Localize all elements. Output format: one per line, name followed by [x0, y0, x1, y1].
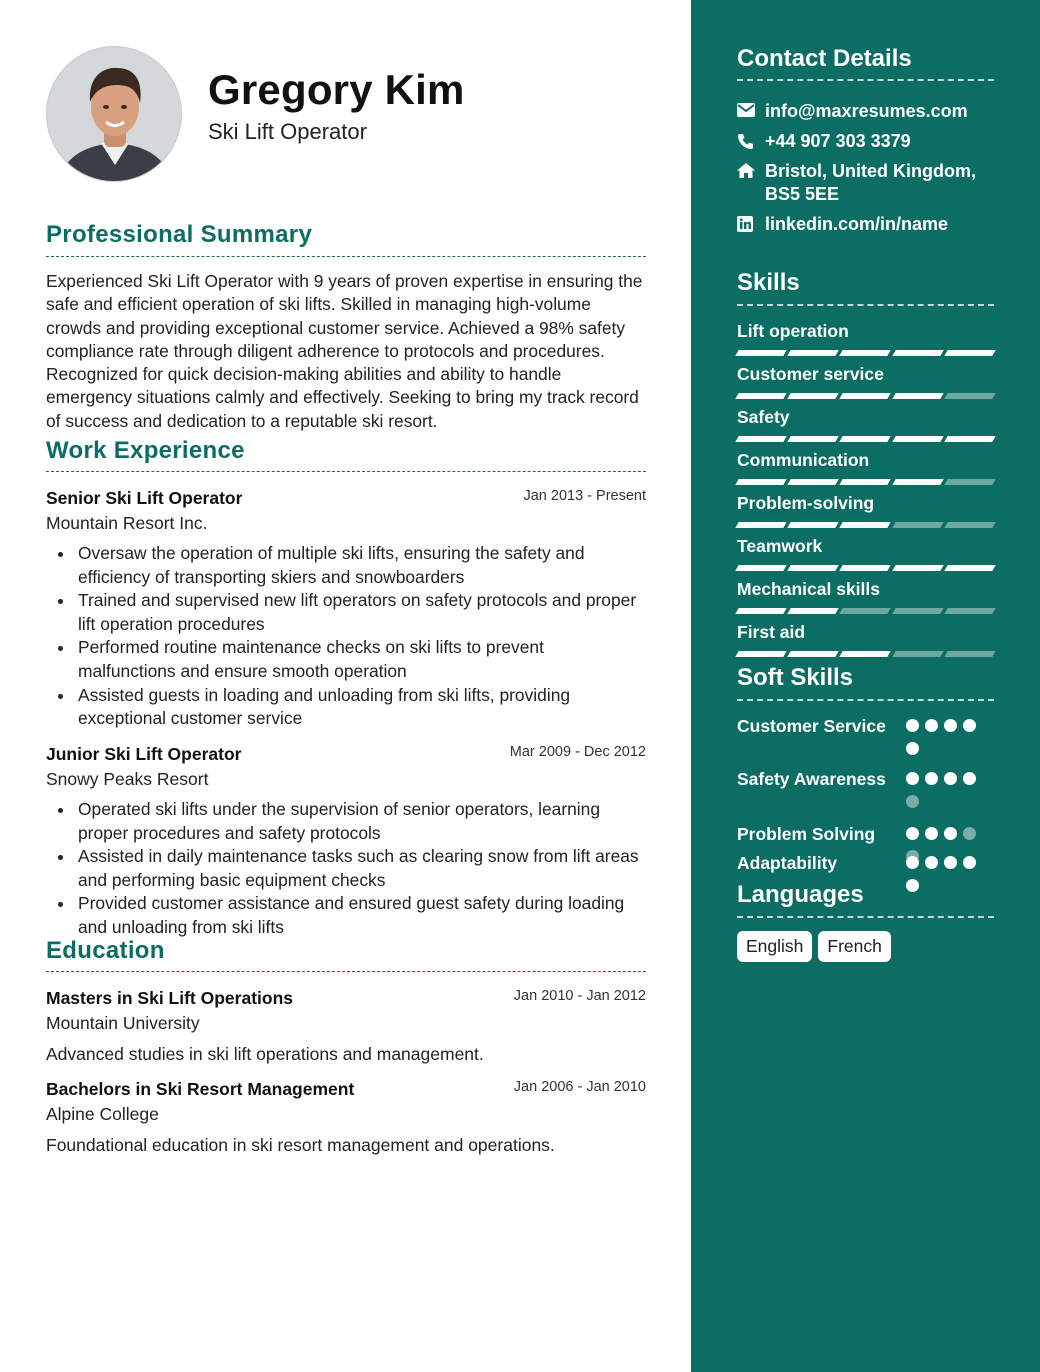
phone-icon: [737, 130, 765, 150]
skill-level-segment: [840, 522, 892, 528]
rating-dot: [963, 719, 976, 732]
soft-skill-rating: [906, 772, 981, 808]
job-bullet: Performed routine maintenance checks on ski lifts to prevent malfunctions and ensure smooth operation: [46, 636, 646, 683]
soft-skill-label: Adaptability: [737, 853, 838, 873]
rating-dot: [906, 795, 919, 808]
soft-skills-heading: Soft Skills: [737, 664, 854, 691]
soft-skill-label: Safety Awareness: [737, 769, 886, 789]
skill-label: Customer service: [737, 364, 884, 384]
soft-skill-rating: [906, 856, 981, 892]
rating-dot: [925, 827, 938, 840]
skill-label: Problem-solving: [737, 493, 875, 513]
email-text: info@maxresumes.com: [765, 101, 968, 121]
job-bullet: Assisted in daily maintenance tasks such as clearing snow from lift areas and performing basic equipment checks: [46, 845, 646, 892]
skill-level-segment: [787, 350, 839, 356]
skill-level-segment: [787, 436, 839, 442]
skill-level-segment: [944, 436, 996, 442]
job-bullet: Provided customer assistance and ensured guest safety during loading and unloading from ski lifts: [46, 892, 646, 939]
skill-level-segment: [735, 565, 787, 571]
skill-level-segment: [840, 436, 892, 442]
skill-level-segment: [892, 479, 944, 485]
skill-level-bar: [737, 522, 994, 528]
skill-level-segment: [944, 565, 996, 571]
skills-divider: [737, 304, 994, 306]
skill-level-segment: [735, 393, 787, 399]
avatar: [46, 46, 182, 182]
job-bullet: Operated ski lifts under the supervision of senior operators, learning proper procedures and safety protocols: [46, 798, 646, 845]
profile-photo: [47, 47, 182, 182]
languages-list: [737, 931, 891, 962]
skill-level-segment: [840, 350, 892, 356]
skill-level-segment: [787, 608, 839, 614]
job-date: Jan 2013 - Present: [523, 488, 646, 504]
skill-level-segment: [735, 651, 787, 657]
skill-label: Communication: [737, 450, 870, 470]
skill-level-bar: [737, 393, 994, 399]
experience-heading: Work Experience: [46, 437, 245, 464]
education-entry: [46, 1079, 646, 1156]
soft-skill-rating: [906, 719, 981, 755]
skill-level-bar: [737, 608, 994, 614]
home-icon: [737, 160, 765, 178]
contact-phone[interactable]: [737, 130, 997, 153]
rating-dot: [906, 856, 919, 869]
envelope-icon: [737, 100, 765, 117]
rating-dot: [944, 719, 957, 732]
skill-level-segment: [840, 479, 892, 485]
skill-level-segment: [892, 393, 944, 399]
skill-level-segment: [944, 479, 996, 485]
education-heading: Education: [46, 937, 165, 964]
soft-skill-label: Customer Service: [737, 716, 886, 736]
language-tag: English: [737, 931, 812, 962]
skill-level-segment: [892, 565, 944, 571]
job-title: Senior Ski Lift Operator: [46, 488, 243, 508]
job-date: Mar 2009 - Dec 2012: [509, 744, 646, 760]
skill-level-segment: [944, 651, 996, 657]
linkedin-icon: [737, 213, 765, 232]
soft-skill-label: Problem Solving: [737, 824, 876, 844]
rating-dot: [906, 742, 919, 755]
job-bullets: [46, 798, 646, 940]
skill-level-bar: [737, 479, 994, 485]
soft-skills-divider: [737, 699, 994, 701]
summary-text: Experienced Ski Lift Operator with 9 years of proven expertise in ensuring the safe and efficient operation of ski lifts. Skilled in managing high-volume crowds and providing exceptional customer service. Achieved a 98% safety compliance rate through diligent adherence to protocols and procedures. Recognized for quick decision-making abilities and ability to handle emergency situations calmly and effectively. Seeking to bring my track record of success and dedication to a reputable ski resort.: [46, 271, 643, 431]
skill-level-segment: [735, 436, 787, 442]
education-date: Jan 2006 - Jan 2010: [513, 1079, 646, 1095]
skill-level-segment: [840, 608, 892, 614]
skill-label: Safety: [737, 407, 790, 427]
job-title: Junior Ski Lift Operator: [46, 744, 242, 764]
institution: Alpine College: [46, 1104, 159, 1124]
job-entry: [46, 488, 646, 731]
education-date: Jan 2010 - Jan 2012: [513, 988, 646, 1004]
job-bullet: Oversaw the operation of multiple ski lifts, ensuring the safety and efficiency of transporting skiers and snowboarders: [46, 542, 646, 589]
skill-level-segment: [944, 522, 996, 528]
skill-level-segment: [892, 350, 944, 356]
job-bullet: Trained and supervised new lift operators on safety protocols and proper lift operation procedures: [46, 589, 646, 636]
education-description: Foundational education in ski resort management and operations.: [46, 1135, 555, 1155]
degree-title: Bachelors in Ski Resort Management: [46, 1079, 355, 1099]
education-divider: [46, 971, 646, 972]
contact-linkedin[interactable]: [737, 213, 997, 236]
languages-divider: [737, 916, 994, 918]
skill-level-segment: [787, 393, 839, 399]
rating-dot: [906, 772, 919, 785]
skill-label: First aid: [737, 622, 806, 642]
skill-level-segment: [735, 479, 787, 485]
contact-heading: Contact Details: [737, 45, 912, 72]
skills-heading: Skills: [737, 269, 800, 296]
address-text: Bristol, United Kingdom, BS5 5EE: [765, 161, 976, 204]
candidate-role: Ski Lift Operator: [208, 119, 367, 144]
skill-level-segment: [892, 608, 944, 614]
rating-dot: [906, 879, 919, 892]
skill-level-segment: [892, 522, 944, 528]
skill-level-segment: [892, 651, 944, 657]
candidate-name: Gregory Kim: [208, 66, 465, 113]
rating-dot: [906, 719, 919, 732]
institution: Mountain University: [46, 1013, 200, 1033]
education-description: Advanced studies in ski lift operations and management.: [46, 1044, 484, 1064]
rating-dot: [963, 827, 976, 840]
phone-text: +44 907 303 3379: [765, 131, 911, 151]
skill-label: Mechanical skills: [737, 579, 880, 599]
degree-title: Masters in Ski Lift Operations: [46, 988, 293, 1008]
skill-level-segment: [787, 522, 839, 528]
skill-level-segment: [840, 393, 892, 399]
rating-dot: [906, 827, 919, 840]
rating-dot: [944, 772, 957, 785]
job-bullets: [46, 542, 646, 731]
language-tag: French: [818, 931, 890, 962]
rating-dot: [963, 772, 976, 785]
skill-level-segment: [840, 651, 892, 657]
skill-level-segment: [735, 350, 787, 356]
job-company: Snowy Peaks Resort: [46, 769, 209, 789]
skill-level-segment: [840, 565, 892, 571]
experience-divider: [46, 471, 646, 472]
languages-heading: Languages: [737, 881, 864, 908]
contact-divider: [737, 79, 994, 81]
skill-level-segment: [944, 608, 996, 614]
skill-level-segment: [787, 479, 839, 485]
summary-heading: Professional Summary: [46, 221, 313, 248]
contact-address: [737, 160, 997, 206]
rating-dot: [944, 856, 957, 869]
summary-divider: [46, 256, 646, 257]
sidebar: [691, 0, 1040, 1372]
rating-dot: [944, 827, 957, 840]
skill-level-segment: [735, 522, 787, 528]
skill-level-segment: [735, 608, 787, 614]
skill-level-bar: [737, 565, 994, 571]
skill-level-bar: [737, 350, 994, 356]
job-company: Mountain Resort Inc.: [46, 513, 208, 533]
skill-level-segment: [787, 565, 839, 571]
skill-level-segment: [892, 436, 944, 442]
skill-level-segment: [944, 393, 996, 399]
job-bullet: Assisted guests in loading and unloading from ski lifts, providing exceptional customer service: [46, 684, 646, 731]
skill-level-bar: [737, 436, 994, 442]
skill-level-segment: [787, 651, 839, 657]
skill-label: Teamwork: [737, 536, 823, 556]
rating-dot: [925, 856, 938, 869]
rating-dot: [963, 856, 976, 869]
linkedin-text: linkedin.com/in/name: [765, 214, 949, 234]
contact-email[interactable]: [737, 100, 997, 123]
skill-level-segment: [944, 350, 996, 356]
skill-level-bar: [737, 651, 994, 657]
education-entry: [46, 988, 646, 1065]
job-entry: [46, 744, 646, 940]
skill-label: Lift operation: [737, 321, 849, 341]
rating-dot: [925, 719, 938, 732]
rating-dot: [925, 772, 938, 785]
